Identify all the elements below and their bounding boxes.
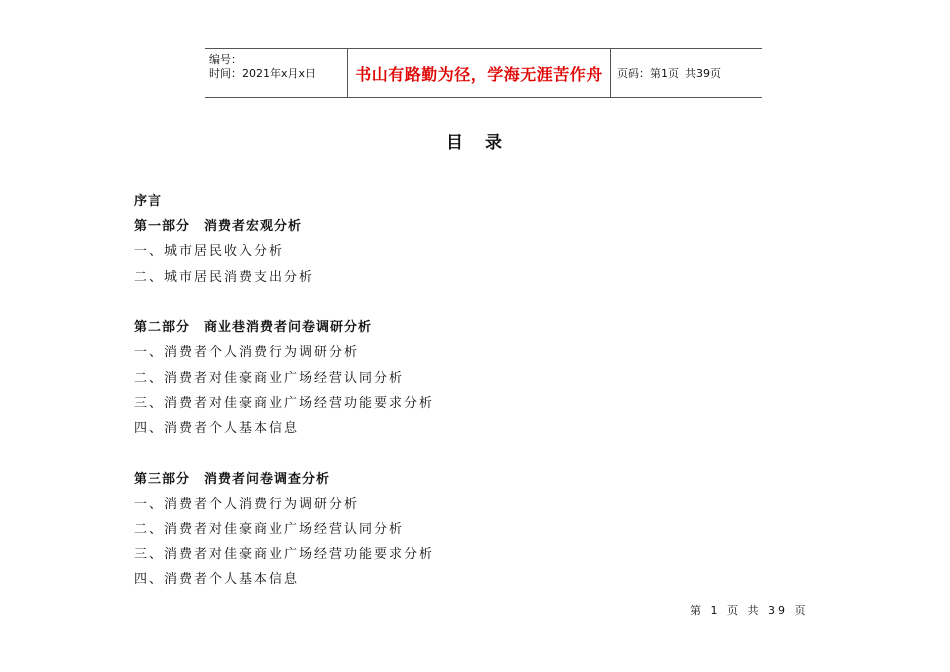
toc-section-label: 第二部分 bbox=[134, 320, 191, 336]
toc-item: 二、消费者对佳豪商业广场经营认同分析 bbox=[134, 370, 405, 386]
toc-section-label: 第三部分 bbox=[134, 471, 191, 487]
page-header bbox=[205, 48, 762, 98]
toc-section-2-heading bbox=[134, 315, 734, 340]
toc-spacer bbox=[134, 441, 734, 467]
toc-spacer bbox=[134, 290, 734, 316]
page-footer: 第 1 页 共 39 页 bbox=[690, 604, 809, 617]
toc-item: 二、消费者对佳豪商业广场经营认同分析 bbox=[134, 522, 405, 538]
toc-item: 四、消费者个人基本信息 bbox=[134, 421, 300, 436]
toc-item: 二、城市居民消费支出分析 bbox=[134, 269, 315, 285]
toc-section-3-heading bbox=[134, 467, 734, 492]
header-meta-cell bbox=[205, 49, 347, 97]
toc-section-1-heading bbox=[134, 214, 734, 239]
toc-title: 目录 bbox=[446, 133, 524, 153]
toc-item: 一、消费者个人消费行为调研分析 bbox=[134, 496, 360, 512]
header-time-label: 时间：2021年x月x日 bbox=[209, 67, 317, 80]
toc-section-title: 消费者宏观分析 bbox=[204, 219, 303, 235]
header-motto: 书山有路勤为径，学海无涯苦作舟 bbox=[347, 49, 611, 97]
header-page-label: 页码：第1页 bbox=[617, 67, 679, 80]
toc-item: 三、消费者对佳豪商业广场经营功能要求分析 bbox=[134, 547, 435, 563]
toc-item: 一、城市居民收入分析 bbox=[134, 244, 285, 260]
toc-section-label: 第一部分 bbox=[134, 219, 191, 235]
toc-preface: 序言 bbox=[134, 194, 163, 209]
toc-section-title: 商业巷消费者问卷调研分析 bbox=[204, 320, 373, 336]
header-page-cell bbox=[611, 49, 762, 97]
table-of-contents bbox=[134, 189, 734, 593]
header-number-label: 编号： bbox=[209, 53, 242, 66]
toc-item: 一、消费者个人消费行为调研分析 bbox=[134, 345, 360, 361]
toc-item: 三、消费者对佳豪商业广场经营功能要求分析 bbox=[134, 395, 435, 411]
header-total-label: 共39页 bbox=[685, 67, 721, 80]
toc-section-title: 消费者问卷调查分析 bbox=[204, 471, 331, 487]
toc-item: 四、消费者个人基本信息 bbox=[134, 572, 300, 588]
